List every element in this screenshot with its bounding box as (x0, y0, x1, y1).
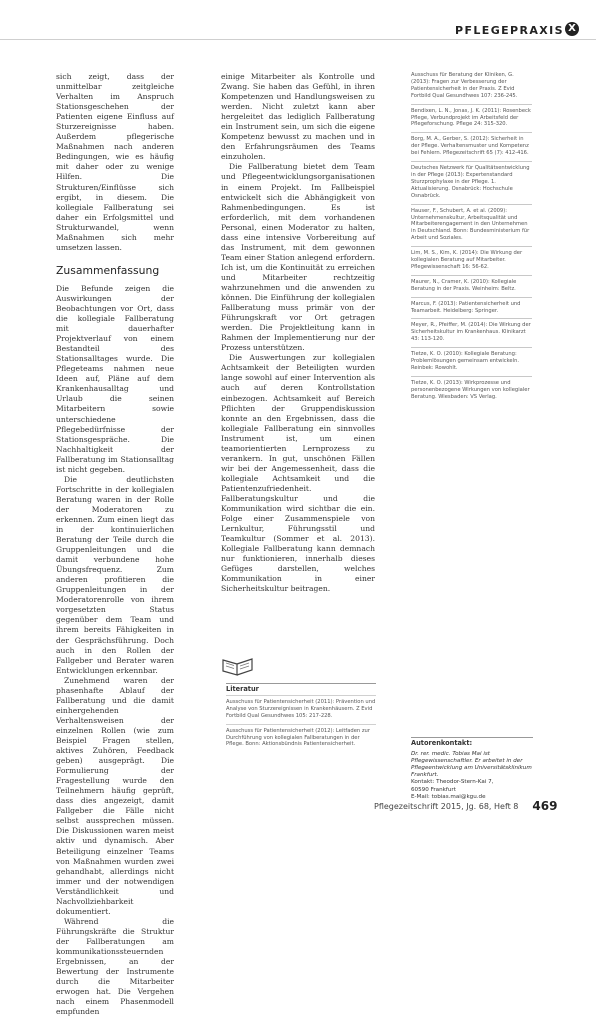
journal-citation: Pflegezeitschrift 2015, Jg. 68, Heft 8 (374, 802, 519, 811)
reference-entry: Hauser, F., Schubert, A. et al. (2009): Unternehmenskultur, Arbeitsqualität und Mitarbeiterengagement in den Unternehmen in Deutschland. Bonn: Bundesministerium für Arbeit und Soziales. (411, 204, 532, 247)
literature-label: Literatur (226, 683, 376, 693)
reference-entry: Lim, M. S., Kim, K. (2014): Die Wirkung der kollegialen Beratung auf Mitarbeiter. Pflegewissenschaft 16: 56-62. (411, 246, 532, 275)
header-rule (0, 39, 596, 40)
text-column-left (56, 72, 174, 1017)
reference-entry: Deutsches Netzwerk für Qualitätsentwicklung in der Pflege (2013): Expertenstandard Sturzprophylaxe in der Pflege. 1. Aktualisierung. Osnabrück: Hochschule Osnabrück. (411, 161, 532, 204)
literature-entry: Ausschuss für Patientensicherheit (2011): Prävention und Analyse von Sturzereignissen in Krankenhäusern. Z Evid Fortbild Qual Gesundhwes 105: 217-228. (226, 695, 376, 724)
body-paragraph: Die Befunde zeigen die Auswirkungen der Beobachtungen vor Ort, dass die kollegiale Fallberatung mit dauerhafter Projektverlauf von einem Bestandteil des Stationsalltages wurde. Die Pflegeteams nahmen neue Ideen auf, Pläne auf dem Krankenhausalltag und Urlaub die seinen Mitarbeitern sowie unterschiedene Pflegebedürfnisse der Stationsgespräche. Die Nachhaltigkeit der Fallberatung im Stationsalltag ist nicht gegeben. (56, 283, 174, 474)
body-paragraph: Zunehmend waren der phasenhafte Ablauf der Fallberatung und die damit einhergehenden Verhaltensweisen der einzelnen Rollen (wie zum Beispiel Fragen stellen, aktives Zuhören, Feedback geben) ausgeprägt. Die Formulierung der Fragestellung wurde den Teilnehmern häufig geprüft, dass dies angezeigt, damit Fallgeber die Fälle nicht selbst aussprechen müssen. Die Diskussionen waren meist aktiv und dynamisch. Aber Beteiligung einzelner Teams von Maßnahmen wurden zwei gehandhabt, allerdings nicht immer und der notwendigen Verständlichkeit und Nachvollziehbarkeit dokumentiert. (56, 675, 174, 916)
book-icon (221, 656, 255, 676)
journal-logo-icon: X (565, 22, 579, 36)
section-title: PFLEGEPRAXIS (455, 24, 564, 37)
literature-box (226, 683, 376, 752)
author-bio: Dr. rer. medic. Tobias Mai ist Pflegewissenschaftler. Er arbeitet in der Pflegeentwicklung am Universitätsklinikum Frankfurt. (411, 751, 532, 779)
text-column-middle (221, 72, 375, 594)
author-contact-label: Autorenkontakt: (411, 737, 533, 747)
reference-list (411, 72, 532, 405)
reference-entry: Ausschuss für Beratung der Kliniken, G. (2013): Fragen zur Verbesserung der Patientensicherheit in der Praxis. Z Evid Fortbild Qual Gesundhwes 107: 236-245. (411, 72, 518, 99)
reference-entry: Tietze, K. O. (2010): Kollegiale Beratung: Problemlösungen gemeinsam entwickeln. Reinbek: Rowohlt. (411, 347, 532, 376)
author-email: E-Mail: tobias.mai@kgu.de (411, 793, 486, 800)
page-number: 469 (532, 799, 558, 813)
body-paragraph: Die Fallberatung bietet dem Team und Pflegeentwicklungsorganisationen in einem Projekt. Im Fallbeispiel entwickelt sich die Abhängigkeit von Rahmenbedingungen. Es ist erforderlich, mit dem vorhandenen Personal, einen Moderator zu halten, dass eine intensive Vorbereitung auf das Instrument, mit dem gewonnen Team einer Station anlegend erfordern. Ich ist, um die Kontinuität zu erreichen und Mitarbeiter rechtzeitig wahrzunehmen und die anwenden zu können. Die Einführung der kollegialen Fallberatung muss primär von der Führungskraft vor Ort getragen werden. Die Projektleitung kann in Rahmen der Implementierung nur der Prozess unterstützen. (221, 162, 375, 353)
author-city: 60590 Frankfurt (411, 786, 456, 793)
body-paragraph: Die deutlichsten Fortschritte in der kollegialen Beratung waren in der Rolle der Moderatoren zu erkennen. Zum einen liegt das in der kontinuierlichen Beratung der Teile durch die Gruppenleitungen und die damit verbundene hohe Übungsfrequenz. Zum anderen profitieren die Gruppenleitungen in der Moderatorenrolle von ihrem vorgesetzten Status gegenüber dem Team und ihrem bereits Fähigkeiten in der Gesprächsführung. Doch auch in den Rollen der Fallgeber und Berater waren Entwicklungen erkennbar. (56, 474, 174, 675)
reference-entry: Tietze, K. O. (2013): Wirkprozesse und personenbezogene Wirkungen von kollegialer Beratung. Wiesbaden: VS Verlag. (411, 376, 532, 405)
section-heading: Zusammenfassung (56, 263, 160, 277)
body-paragraph: Die Auswertungen zur kollegialen Achtsamkeit der Beteiligten wurden lange sowohl auf einer Intervention als auch auf deren Kontrollstation einbezogen. Achtsamkeit auf Bereich Pflichten der Gruppendiskussion konnte an den Ergebnissen, dass die kollegiale Fallberatung ein sinnvolles Instrument ist, um einen teamorientierten Lernprozess zu verankern. In gut, unschönen Fällen wir bei der Angemessenheit, dass die kollegiale Achtsamkeit und die Patientenzufriedenheit. Fallberatungskultur und die Kommunikation wird sichtbar die ein. Folge einer Zusammenspiele von Lernkultur, Führungsstil und Teamkultur (Sommer et al. 2013). Kollegiale Fallberatung kann demnach nur funktionieren, innerhalb dieses Gefüges darstellen, welches Kommunikation in einer Sicherheitskultur beitragen. (221, 353, 375, 594)
author-contact-box (411, 737, 533, 801)
literature-entry: Ausschuss für Patientensicherheit (2012): Leitfaden zur Durchführung von kollegialen Fallberatungen in der Pflege. Bonn: Aktionsbündnis Patientensicherheit. (226, 724, 376, 753)
page-footer (374, 798, 557, 812)
reference-entry: Bendixen, L. N., Jonas, J. K. (2011): Rosenbeck Pflege, Verbundprojekt im Arbeitsfeld der Pflegeforschung. Pflege 24: 315-320. (411, 104, 532, 133)
intro-paragraph: sich zeigt, dass der unmittelbar zeitgleiche Verhalten im Anspruch Stationsgeschehen der Patienten eigene Einfluss auf Sturzereignisse haben. Außerdem pflegerische Maßnahmen nach anderen Bedingungen, wie es häufig mit daher oder zu wenige Hilfen. Die Strukturen/Einflüsse sich ergibt, in diesem. Die kollegiale Fallberatung sei daher ein Erfolgsmittel und Strukturwandel, wenn Maßnahmen sich mehr umsetzen lassen. (56, 72, 174, 252)
body-paragraph: einige Mitarbeiter als Kontrolle und Zwang. Sie haben das Gefühl, in ihren Kompetenzen und Handlungsweisen zu werden. Nicht zuletzt kann aber hergeleitet das lediglich Fallberatung ein Instrument sein, um sich die eigene Kompetenz bewusst zu machen und in den Erfahrungsräumen des Teams einzuholen. (221, 72, 375, 162)
author-address: Kontakt: Theodor-Stern-Kai 7, (411, 779, 494, 786)
reference-entry: Marcus, F. (2013): Patientensicherheit und Teamarbeit. Heidelberg: Springer. (411, 297, 532, 319)
reference-entry: Maurer, N., Cramer, K. (2010): Kollegiale Beratung in der Praxis. Weinheim: Beltz. (411, 275, 532, 297)
reference-entry: Borg, M. A., Gerber, S. (2012): Sicherheit in der Pflege. Verhaltensmuster und Kompetenz bei Fehlern. Pflegezeitschrift 65 (7): 412-416. (411, 132, 532, 161)
reference-entry: Meyer, R., Pfeiffer, M. (2014): Die Wirkung der Sicherheitskultur im Krankenhaus. Klinikarzt 43: 113-120. (411, 318, 532, 347)
body-paragraph: Während die Führungskräfte die Struktur der Fallberatungen am kommunikationssteuernden Ergebnissen, an der Bewertung der Instrumente durch die Mitarbeiter erwogen hat. Die Vergehen nach einem Phasenmodell empfunden (56, 916, 174, 1017)
